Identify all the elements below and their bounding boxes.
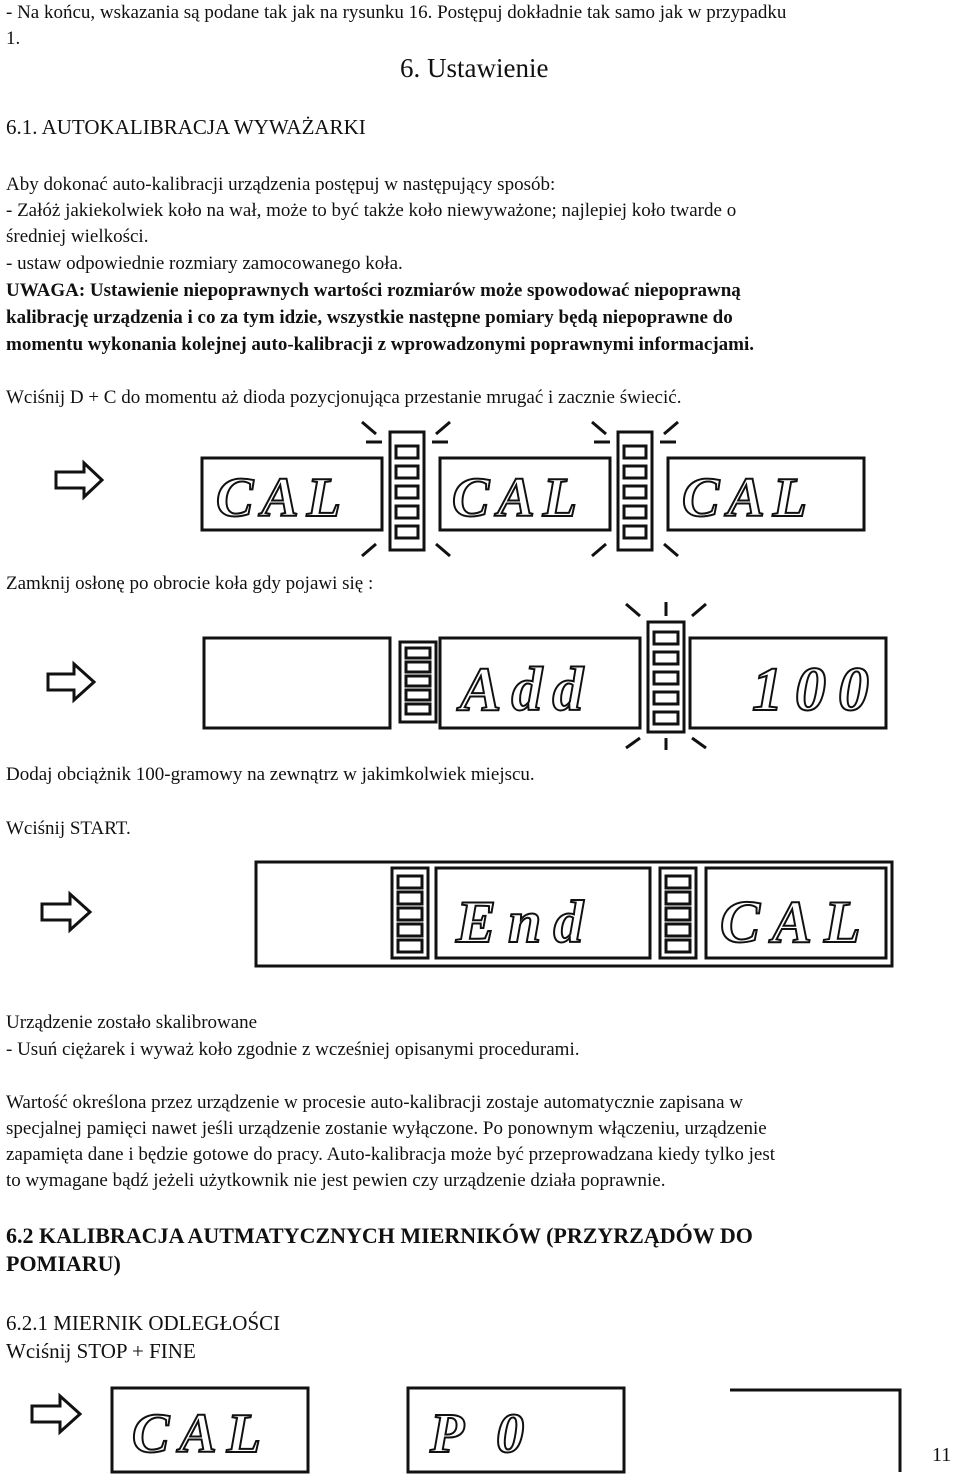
figure-cal-blinking (40, 420, 920, 560)
led-bar-1 (390, 432, 424, 550)
display-text-add: Add (460, 656, 594, 724)
procedure-line-2: - Załóż jakiekolwiek koło na wał, może to być także koło niewyważone; najlepiej koło twarde o (6, 200, 737, 221)
memory-line-3: zapamięta dane i będzie gotowe do pracy. Auto-kalibracja może być przeprowadzana kiedy tylko jest (6, 1144, 775, 1165)
procedure-line-3: średniej wielkości. (6, 226, 149, 247)
display-text-cal: CAL (720, 889, 873, 955)
display-text-end: End (456, 889, 596, 955)
result-line-1: Urządzenie zostało skalibrowane (6, 1012, 258, 1033)
procedure-line-1: Aby dokonać auto-kalibracji urządzenia postępuj w następujący sposób: (6, 174, 556, 195)
memory-line-1: Wartość określona przez urządzenie w procesie auto-kalibracji zostaje automatycznie zapisana w (6, 1092, 744, 1113)
warning-line-3: momentu wykonania kolejnej auto-kalibracji z wprowadzonymi poprawnymi informacjami. (6, 334, 755, 355)
section-title: 6. Ustawienie (400, 53, 549, 83)
step-2-text: Zamknij osłonę po obrocie koła gdy pojawi się : (6, 573, 374, 594)
procedure-line-4: - ustaw odpowiednie rozmiary zamocowanego koła. (6, 253, 403, 274)
display-text-3: CAL (682, 467, 815, 529)
arrow-icon (32, 1396, 80, 1432)
led-bar-1 (392, 868, 428, 958)
display-text-1: CAL (216, 467, 349, 529)
arrow-icon (48, 664, 94, 700)
led-bar-2 (660, 868, 696, 958)
arrow-icon (42, 894, 90, 930)
figure-add-100 (40, 600, 920, 750)
memory-line-4: to wymagane bądź jeżeli użytkownik nie jest pewien czy urządzenie działa poprawnie. (6, 1170, 666, 1191)
warning-line-1: UWAGA: Ustawienie niepoprawnych wartości rozmiarów może spowodować niepoprawną (6, 280, 741, 301)
blink-rays-1 (362, 422, 450, 556)
page-number: 11 (932, 1444, 952, 1466)
intro-line-1: - Na końcu, wskazania są podane tak jak na rysunku 16. Postępuj dokładnie tak samo jak w przypadku (6, 2, 787, 23)
arrow-icon (56, 463, 102, 497)
figure-cal-p0 (20, 1384, 920, 1474)
warning-line-2: kalibrację urządzenia i co za tym idzie, wszystkie następne pomiary będą niepoprawne do (6, 307, 733, 328)
section-6-2-1-title: 6.2.1 MIERNIK ODLEGŁOŚCI (6, 1311, 281, 1335)
step-3-text: Dodaj obciążnik 100-gramowy na zewnątrz w jakimkolwiek miejscu. (6, 764, 535, 785)
led-bar-2 (648, 622, 684, 732)
lcd-display-partial (730, 1390, 900, 1472)
display-text-100: 100 (752, 656, 881, 724)
lcd-display-blank (204, 638, 390, 728)
intro-line-2: 1. (6, 28, 21, 49)
step-5-text: Wciśnij STOP + FINE (6, 1339, 196, 1363)
memory-line-2: specjalnej pamięci nawet jeśli urządzenie zostanie wyłączone. Po ponownym włączeniu, urządzenie (6, 1118, 767, 1139)
led-bar-1 (400, 642, 436, 722)
result-line-2: - Usuń ciężarek i wyważ koło zgodnie z wcześniej opisanymi procedurami. (6, 1039, 580, 1060)
section-6-2-line-1: 6.2 KALIBRACJA AUTMATYCZNYCH MIERNIKÓW (PRZYRZĄDÓW DO (6, 1223, 753, 1248)
led-bar-2 (618, 432, 652, 550)
step-1-text: Wciśnij D + C do momentu aż dioda pozycjonująca przestanie mrugać i zacznie świecić. (6, 387, 682, 408)
section-6-2-line-2: POMIARU) (6, 1251, 121, 1276)
display-text-cal: CAL (132, 1403, 271, 1465)
subsection-title: 6.1. AUTOKALIBRACJA WYWAŻARKI (6, 115, 366, 139)
figure-end-cal (30, 858, 920, 968)
display-text-p0: P 0 (430, 1403, 535, 1465)
display-text-2: CAL (452, 467, 585, 529)
step-4-text: Wciśnij START. (6, 818, 131, 839)
blink-rays-2 (592, 422, 678, 556)
